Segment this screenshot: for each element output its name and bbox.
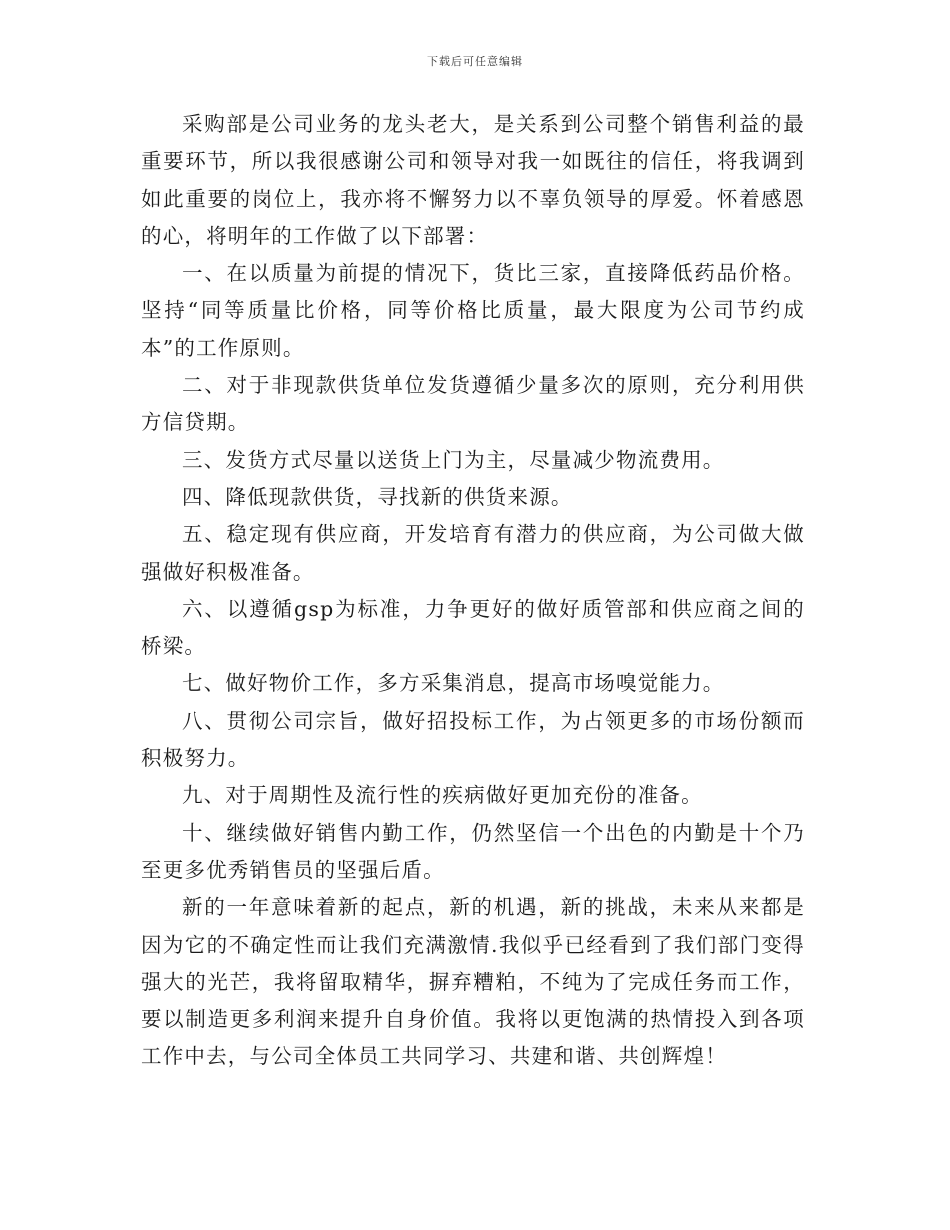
paragraph-intro: 采购部是公司业务的龙头老大，是关系到公司整个销售利益的最重要环节，所以我很感谢公司和领导对我一如既往的信任，将我调到如此重要的岗位上，我亦将不懈努力以不辜负领导的厚爱。怀着感恩的心，将明年的工作做了以下部署： [141,112,805,248]
paragraph-item-7: 七、做好物价工作，多方采集消息，提高市场嗅觉能力。 [182,671,725,696]
paragraph-item-2: 二、对于非现款供货单位发货遵循少量多次的原则，充分利用供方信贷期。 [141,373,805,435]
paragraph-conclusion: 新的一年意味着新的起点，新的机遇，新的挑战，未来从来都是因为它的不确定性而让我们充满激情.我似乎已经看到了我们部门变得强大的光芒，我将留取精华，摒弃糟粕，不纯为了完成任务而工作，要以制造更多利润来提升自身价值。我将以更饱满的热情投入到各项工作中去，与公司全体员工共同学习、共建和谐、共创辉煌！ [141,895,805,1069]
paragraph-item-8: 八、贯彻公司宗旨，做好招投标工作，为占领更多的市场份额而积极努力。 [141,708,805,771]
paragraph-item-10: 十、继续做好销售内勤工作，仍然坚信一个出色的内勤是十个乃至更多优秀销售员的坚强后盾。 [141,820,805,882]
paragraph-item-1: 一、在以质量为前提的情况下，货比三家，直接降低药品价格。坚持“同等质量比价格，同等价格比质量，最大限度为公司节约成本”的工作原则。 [141,261,805,360]
paragraph-item-6: 六、以遵循gsp为标准，力争更好的做好质管部和供应商之间的桥梁。 [141,596,805,659]
page-header-note: 下载后可任意编辑 [427,55,523,68]
paragraph-item-4: 四、降低现款供货，寻找新的供货来源。 [182,484,573,509]
paragraph-item-3: 三、发货方式尽量以送货上门为主，尽量减少物流费用。 [182,447,725,472]
document-body [141,106,805,1076]
paragraph-item-5: 五、稳定现有供应商，开发培育有潜力的供应商，为公司做大做强做好积极准备。 [141,522,805,584]
paragraph-item-9: 九、对于周期性及流行性的疾病做好更加充份的准备。 [182,783,703,808]
